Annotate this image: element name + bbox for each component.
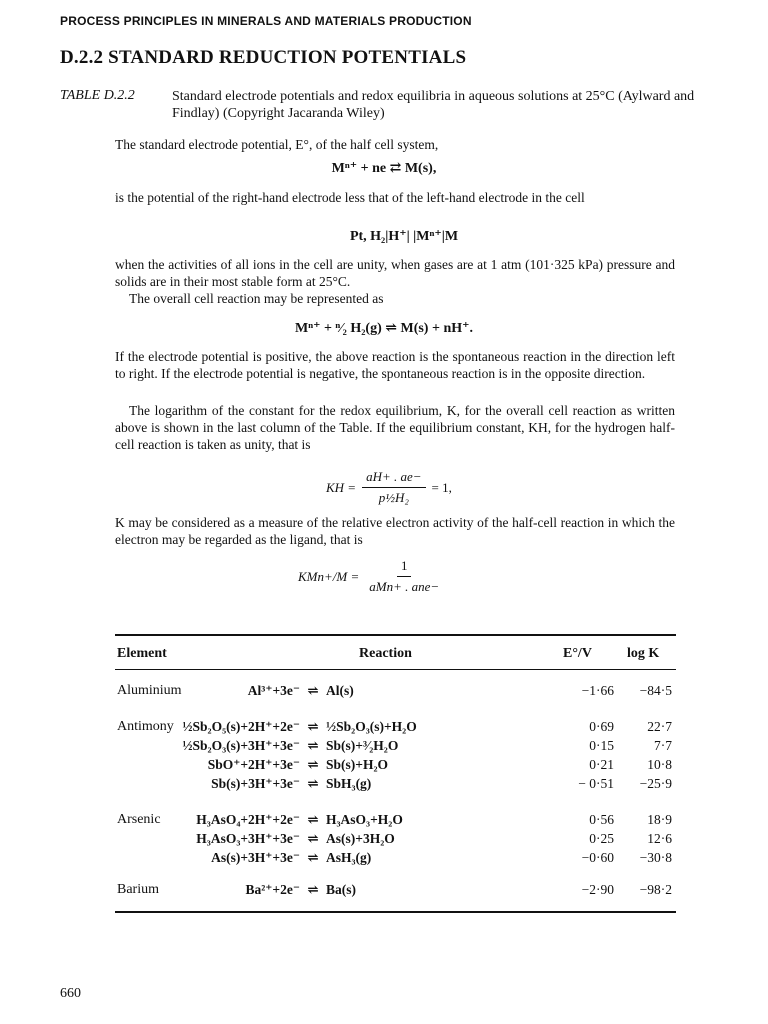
e-value: − 0·51 bbox=[578, 776, 614, 791]
equilibrium-arrow-icon: ⇌ bbox=[307, 757, 319, 772]
logk-value: 22·7 bbox=[647, 719, 672, 734]
reaction-left: Sb(s)+3H⁺+3e⁻ bbox=[211, 776, 300, 791]
equation-half-cell: Mⁿ⁺ + ne ⇄ M(s), bbox=[331, 161, 437, 176]
equation-overall: Mⁿ⁺ + ⁿ⁄₂ H₂(g) ⇌ M(s) + nH⁺. bbox=[294, 321, 474, 336]
column-header-e: E°/V bbox=[563, 646, 592, 661]
equilibrium-arrow-icon: ⇌ bbox=[307, 850, 319, 865]
kmn-denominator: aMn+ . anе− bbox=[369, 579, 440, 594]
reaction-right: As(s)+3H₂O bbox=[326, 831, 395, 846]
reaction-left: H₃AsO₃+3H⁺+3e⁻ bbox=[196, 831, 300, 846]
e-value: 0·69 bbox=[589, 719, 614, 734]
kh-rhs: = 1, bbox=[431, 479, 452, 495]
equation-kh bbox=[326, 469, 452, 506]
equilibrium-arrow-icon: ⇌ bbox=[307, 738, 319, 753]
equilibrium-arrow-icon: ⇌ bbox=[307, 683, 319, 698]
reaction-right: Sb(s)+³⁄₂H₂O bbox=[326, 738, 399, 753]
reaction-right: ½Sb₂O₃(s)+H₂O bbox=[326, 719, 417, 734]
table-top-rule bbox=[115, 634, 676, 636]
table-header-rule bbox=[115, 669, 676, 670]
logk-value: −98·2 bbox=[639, 882, 672, 897]
element-label: Aluminium bbox=[117, 683, 182, 698]
equilibrium-arrow-icon: ⇌ bbox=[307, 776, 319, 791]
reaction-left: Ba²⁺+2e⁻ bbox=[245, 882, 300, 897]
reaction-left: As(s)+3H⁺+3e⁻ bbox=[211, 850, 300, 865]
e-value: 0·21 bbox=[589, 757, 614, 772]
reaction-right: H₃AsO₃+H₂O bbox=[326, 812, 403, 827]
reaction-right: Ba(s) bbox=[326, 882, 356, 897]
element-label: Arsenic bbox=[117, 812, 161, 827]
logk-value: 18·9 bbox=[647, 812, 672, 827]
column-header-reaction: Reaction bbox=[359, 646, 412, 661]
reaction-left: SbO⁺+2H⁺+3e⁻ bbox=[207, 757, 300, 772]
paragraph-overall: The overall cell reaction may be represented as bbox=[129, 291, 384, 306]
kh-numerator: aH+ . ae− bbox=[362, 469, 425, 488]
logk-value: 12·6 bbox=[647, 831, 672, 846]
table-label: TABLE D.2.2 bbox=[60, 88, 135, 103]
element-label: Barium bbox=[117, 882, 159, 897]
table-caption: Standard electrode potentials and redox equilibria in aqueous solutions at 25°C (Aylward and Findlay) (Copyright Jacaranda Wiley) bbox=[172, 89, 695, 121]
reaction-right: Sb(s)+H₂O bbox=[326, 757, 389, 772]
running-head: PROCESS PRINCIPLES IN MINERALS AND MATERIALS PRODUCTION bbox=[60, 14, 472, 28]
e-value: 0·25 bbox=[589, 831, 614, 846]
kmn-numerator: 1 bbox=[397, 558, 412, 577]
page-number: 660 bbox=[60, 986, 81, 1001]
e-value: 0·15 bbox=[589, 738, 614, 753]
column-header-element: Element bbox=[117, 646, 167, 661]
equilibrium-arrow-icon: ⇌ bbox=[307, 882, 319, 897]
reaction-right: AsH₃(g) bbox=[326, 850, 372, 865]
logk-value: −30·8 bbox=[639, 850, 672, 865]
paragraph-conditions: when the activities of all ions in the cell are unity, when gases are at 1 atm (101·325 kPa) pressure and solids are in their most stable form at 25°C. bbox=[115, 257, 675, 289]
reaction-right: Al(s) bbox=[326, 683, 354, 698]
paragraph-ligand: K may be considered as a measure of the relative electron activity of the half-cell reaction in which the electron may be regarded as the ligand, that is bbox=[115, 515, 675, 547]
e-value: 0·56 bbox=[589, 812, 614, 827]
reaction-left: ½Sb₂O₅(s)+2H⁺+2e⁻ bbox=[182, 719, 300, 734]
equilibrium-arrow-icon: ⇌ bbox=[307, 812, 319, 827]
kmn-lhs: KMn+/M = bbox=[298, 568, 360, 584]
e-value: −0·60 bbox=[581, 850, 614, 865]
e-value: −2·90 bbox=[581, 882, 614, 897]
reaction-left: ½Sb₂O₃(s)+3H⁺+3e⁻ bbox=[182, 738, 300, 753]
e-value: −1·66 bbox=[581, 683, 614, 698]
logk-value: 10·8 bbox=[647, 757, 672, 772]
section-title: D.2.2 STANDARD REDUCTION POTENTIALS bbox=[60, 47, 467, 68]
equation-kmn bbox=[298, 558, 449, 595]
paragraph-definition: The standard electrode potential, E°, of the half cell system, bbox=[115, 137, 439, 152]
paragraph-spontaneous: If the electrode potential is positive, the above reaction is the spontaneous reaction in the direction left to right. If the electrode potential is negative, the spontaneous reaction is in the opposite direction. bbox=[115, 349, 675, 381]
element-label: Antimony bbox=[117, 719, 174, 734]
logk-value: −25·9 bbox=[639, 776, 672, 791]
table-bottom-rule bbox=[115, 911, 676, 913]
kh-fraction bbox=[362, 469, 425, 506]
paragraph-logarithm: The logarithm of the constant for the redox equilibrium, K, for the overall cell reaction as written above is shown in the last column of the Table. If the equilibrium constant, KH, for the hydrogen half-cell reaction is taken as unity, that is bbox=[115, 403, 675, 452]
logk-value: −84·5 bbox=[639, 683, 672, 698]
equilibrium-arrow-icon: ⇌ bbox=[307, 719, 319, 734]
column-header-logk: log K bbox=[627, 646, 660, 661]
kh-denominator: p½H₂ bbox=[378, 490, 409, 505]
reaction-right: SbH₃(g) bbox=[326, 776, 372, 791]
equation-cell: Pt, H₂|H⁺| |Mⁿ⁺|M bbox=[349, 229, 459, 244]
paragraph-potential: is the potential of the right-hand electrode less that of the left-hand electrode in the cell bbox=[115, 190, 585, 205]
reaction-left: Al³⁺+3e⁻ bbox=[247, 683, 300, 698]
equilibrium-arrow-icon: ⇌ bbox=[307, 831, 319, 846]
kh-lhs: KH = bbox=[326, 479, 357, 495]
kmn-fraction bbox=[365, 558, 443, 595]
reaction-left: H₃AsO₄+2H⁺+2e⁻ bbox=[196, 812, 300, 827]
logk-value: 7·7 bbox=[654, 738, 672, 753]
